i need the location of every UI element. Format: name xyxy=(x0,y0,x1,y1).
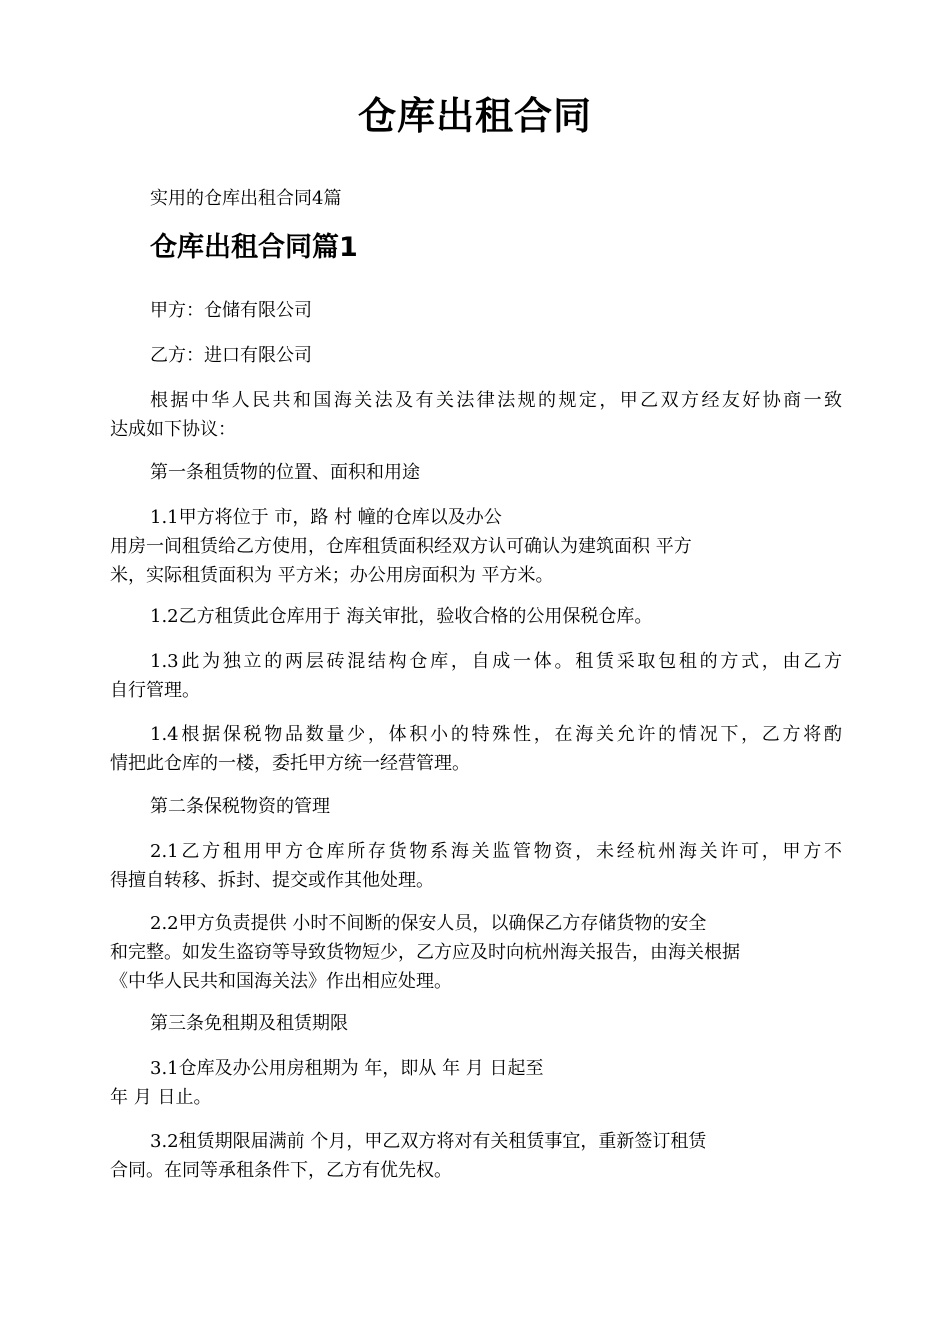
document-subtitle: 实用的仓库出租合同4篇 xyxy=(150,188,342,209)
clause-paragraph xyxy=(110,503,842,590)
clause-paragraph xyxy=(110,602,842,631)
section-heading: 仓库出租合同篇1 xyxy=(150,232,358,263)
text-line: 3.1仓库及办公用房租期为 年，即从 年 月 日起至 xyxy=(150,1058,544,1079)
text-line: 和完整。如发生盗窃等导致货物短少，乙方应及时向杭州海关报告，由海关根据 xyxy=(110,942,740,963)
text-line: 根据中华人民共和国海关法及有关法律法规的规定，甲乙双方经友好协商一致 xyxy=(150,390,842,411)
text-line: 1.1甲方将位于 市，路 村 幢的仓库以及办公 xyxy=(150,507,502,528)
text-line: 2.1乙方租用甲方仓库所存货物系海关监管物资，未经杭州海关许可，甲方不 xyxy=(150,841,842,862)
article-heading xyxy=(110,1009,842,1038)
text-line: 3.2租赁期限届满前 个月，甲乙双方将对有关租赁事宜，重新签订租赁 xyxy=(150,1131,707,1152)
text-line: 1.3此为独立的两层砖混结构仓库，自成一体。租赁采取包租的方式，由乙方 xyxy=(150,651,842,672)
text-line: 米，实际租赁面积为 平方米；办公用房面积为 平方米。 xyxy=(110,565,554,586)
party-b-paragraph xyxy=(110,341,842,370)
page-title: 仓库出租合同 xyxy=(357,94,592,138)
text-line: 第二条保税物资的管理 xyxy=(150,796,330,817)
text-line: 达成如下协议： xyxy=(110,419,236,440)
clause-paragraph xyxy=(110,837,842,895)
text-line: 自行管理。 xyxy=(110,680,200,701)
clause-paragraph xyxy=(110,720,842,778)
clause-paragraph xyxy=(110,1127,842,1185)
text-line: 合同。在同等承租条件下，乙方有优先权。 xyxy=(110,1160,452,1181)
text-line: 第一条租赁物的位置、面积和用途 xyxy=(150,462,420,483)
text-line: 情把此仓库的一楼，委托甲方统一经营管理。 xyxy=(110,753,470,774)
article-heading xyxy=(110,458,842,487)
preamble-paragraph xyxy=(110,386,842,444)
text-line: 1.2乙方租赁此仓库用于 海关审批，验收合格的公用保税仓库。 xyxy=(150,606,653,627)
clause-paragraph xyxy=(110,909,842,996)
text-line: 甲方：仓储有限公司 xyxy=(150,300,312,321)
article-heading xyxy=(110,792,842,821)
text-line: 第三条免租期及租赁期限 xyxy=(150,1013,348,1034)
text-line: 年 月 日止。 xyxy=(110,1087,212,1108)
clause-paragraph xyxy=(110,1054,842,1112)
text-line: 《中华人民共和国海关法》作出相应处理。 xyxy=(110,971,452,992)
text-line: 1.4根据保税物品数量少，体积小的特殊性，在海关允许的情况下，乙方将酌 xyxy=(150,724,842,745)
text-line: 乙方：进口有限公司 xyxy=(150,345,312,366)
text-line: 用房一间租赁给乙方使用，仓库租赁面积经双方认可确认为建筑面积 平方 xyxy=(110,536,692,557)
text-line: 得擅自转移、拆封、提交或作其他处理。 xyxy=(110,870,434,891)
party-a-paragraph xyxy=(110,296,842,325)
clause-paragraph xyxy=(110,647,842,705)
text-line: 2.2甲方负责提供 小时不间断的保安人员，以确保乙方存储货物的安全 xyxy=(150,913,707,934)
